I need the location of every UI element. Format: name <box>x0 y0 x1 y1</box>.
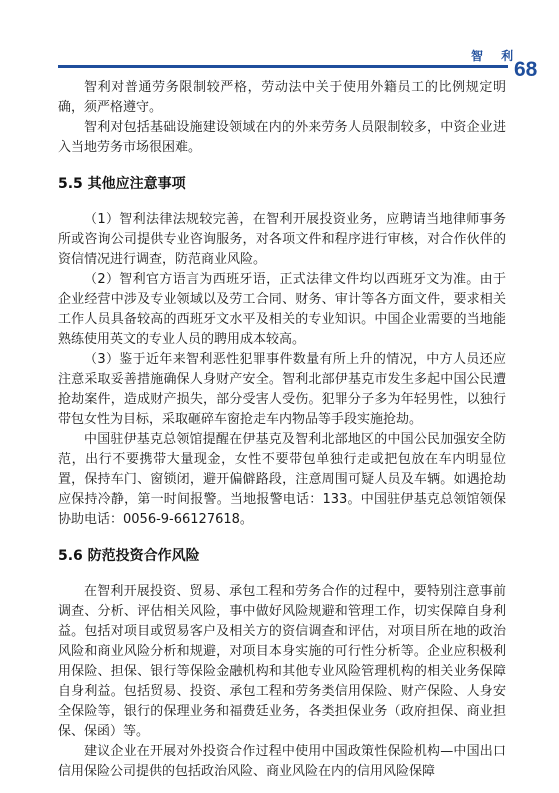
page-body <box>58 78 506 782</box>
section-heading-5-5: 5.5 其他应注意事项 <box>58 176 186 192</box>
section-heading-5-6: 5.6 防范投资合作风险 <box>58 548 200 564</box>
intro-paragraph-2: 智利对包括基础设施建设领域在内的外来劳务人员限制较多，中资企业进入当地劳务市场很困难。 <box>58 120 506 155</box>
section-5-5-paragraph-1: （1）智利法律法规较完善，在智利开展投资业务，应聘请当地律师事务所或咨询公司提供专业咨询服务，对各项文件和程序进行审核，对合作伙伴的资信情况进行调查，防范商业风险。 <box>58 212 506 267</box>
section-5-5-paragraph-3: （3）鉴于近年来智利恶性犯罪事件数量有所上升的情况，中方人员还应注意采取妥善措施确保人身财产安全。智利北部伊基克市发生多起中国公民遭抢劫案件，造成财产损失，部分受害人受伤。犯罪分子多为年轻男性，以独行带包女性为目标，采取砸碎车窗抢走车内物品等手段实施抢劫。 <box>58 352 506 427</box>
section-5-5-paragraph-4: 中国驻伊基克总领馆提醒在伊基克及智利北部地区的中国公民加强安全防范，出行不要携带大量现金，女性不要带包单独行走或把包放在车内明显位置，保持车门、窗锁闭，避开偏僻路段，注意周围可疑人员及车辆。如遇抢劫应保持冷静，第一时间报警。当地报警电话：133。中国驻伊基克总领馆领保协助电话：0056-9-66127618。 <box>58 432 506 527</box>
header-rule <box>58 65 508 68</box>
running-header-country: 智 利 <box>471 49 521 63</box>
section-5-5-paragraph-2: （2）智利官方语言为西班牙语，正式法律文件均以西班牙文为准。由于企业经营中涉及专业领域以及劳工合同、财务、审计等各方面文件，要求相关工作人员具备较高的西班牙文水平及相关的专业知识。中国企业需要的当地能熟练使用英文的专业人员的聘用成本较高。 <box>58 272 506 347</box>
section-5-6-paragraph-1: 在智利开展投资、贸易、承包工程和劳务合作的过程中，要特别注意事前调查、分析、评估相关风险，事中做好风险规避和管理工作，切实保障自身利益。包括对项目或贸易客户及相关方的资信调查和评估，对项目所在地的政治风险和商业风险分析和规避，对项目本身实施的可行性分析等。企业应积极利用保险、担保、银行等保险金融机构和其他专业风险管理机构的相关业务保障自身利益。包括贸易、投资、承包工程和劳务类信用保险、财产保险、人身安全保险等，银行的保理业务和福费廷业务，各类担保业务（政府担保、商业担保、保函）等。 <box>58 584 506 739</box>
page-number: 68 <box>514 58 538 81</box>
section-5-6-paragraph-2: 建议企业在开展对外投资合作过程中使用中国政策性保险机构—中国出口信用保险公司提供的包括政治风险、商业风险在内的信用风险保障 <box>58 744 506 779</box>
intro-paragraph-1: 智利对普通劳务限制较严格，劳动法中关于使用外籍员工的比例规定明确，须严格遵守。 <box>58 80 506 115</box>
